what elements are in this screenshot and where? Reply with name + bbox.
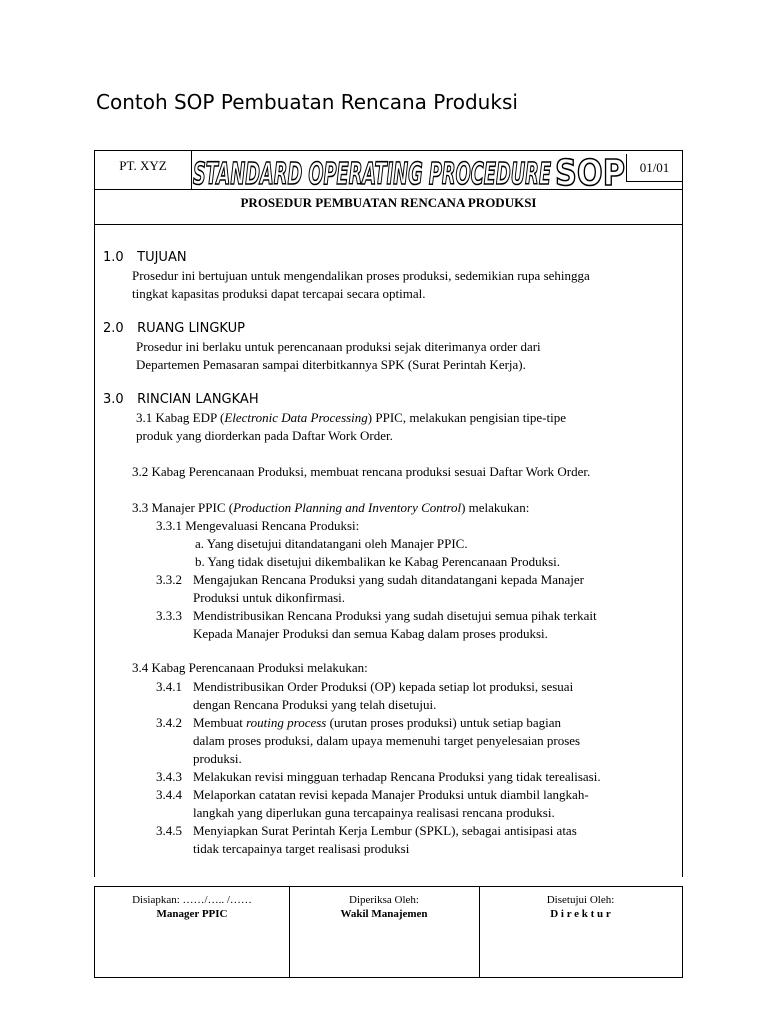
section-3-heading (103, 391, 259, 409)
item-3-4: 3.4 Kabag Perencanaan Produksi melakukan: (132, 660, 368, 675)
item-3-3-2-line-1: Mengajukan Rencana Produksi yang sudah ditandatangani kepada Manajer (193, 572, 584, 587)
item-3-3-3-line-2: Kepada Manajer Produksi dan semua Kabag dalam proses produksi. (193, 626, 548, 641)
prepared-label: Disiapkan: ……/….. /…… (132, 894, 252, 906)
item-3-1-text-a: 3.1 Kabag EDP ( (136, 410, 225, 425)
item-3-4-3-number: 3.4.3 (156, 769, 182, 784)
section-2-line-2: Departemen Pemasaran sampai diterbitkannya SPK (Surat Perintah Kerja). (136, 357, 526, 372)
item-3-4-4-number: 3.4.4 (156, 787, 182, 802)
banner-abbr: SOP (555, 153, 625, 189)
checked-role: Wakil Manajemen (340, 908, 428, 920)
section-3-number: 3.0 (103, 392, 124, 407)
item-3-4-4-line-2: langkah yang diperlukan guna tercapainya realisasi rencana produksi. (193, 805, 555, 820)
item-3-4-2-line-1 (193, 714, 561, 732)
section-2-number: 2.0 (103, 321, 124, 336)
signature-prepared (95, 887, 290, 977)
item-3-3-text-b: ) melakukan: (461, 500, 530, 515)
item-3-4-2-text-a: Membuat (193, 715, 247, 730)
section-2-line-1: Prosedur ini berlaku untuk perencanaan produksi sejak diterimanya order dari (136, 339, 541, 354)
banner-text: STANDARD OPERATING PROCEDURE (193, 157, 552, 189)
item-3-4-2-line-3: produksi. (193, 751, 242, 766)
section-1-number: 1.0 (103, 250, 124, 265)
item-3-4-3-line-1: Melakukan revisi mingguan terhadap Rencana Produksi yang tidak terealisasi. (193, 769, 601, 784)
sop-banner (191, 151, 628, 189)
item-3-3-1: 3.3.1 Mengevaluasi Rencana Produksi: (156, 518, 360, 533)
document-subtitle: PROSEDUR PEMBUATAN RENCANA PRODUKSI (95, 189, 682, 225)
item-3-1-line-2: produk yang diorderkan pada Daftar Work Order. (136, 428, 393, 443)
item-3-1-line-1 (136, 409, 566, 427)
item-3-4-5-number: 3.4.5 (156, 823, 182, 838)
item-3-4-1-line-2: dengan Rencana Produksi yang telah disetujui. (193, 697, 437, 712)
checked-label: Diperiksa Oleh: (349, 894, 419, 906)
approved-label: Disetujui Oleh: (546, 894, 615, 906)
item-3-3-2-number: 3.3.2 (156, 572, 182, 587)
item-3-4-1-line-1: Mendistribusikan Order Produksi (OP) kepada setiap lot produksi, sesuai (193, 679, 574, 694)
item-3-4-2-line-2: dalam proses produksi, dalam upaya memenuhi target penyelesaian proses (193, 733, 581, 748)
sop-header-row (95, 151, 682, 190)
item-3-3 (132, 499, 529, 517)
item-3-3-1-a: a. Yang disetujui ditandatangani oleh Manajer PPIC. (195, 536, 468, 551)
sop-frame (94, 150, 683, 877)
item-3-3-text-a: 3.3 Manajer PPIC ( (132, 500, 234, 515)
sop-banner-art (191, 151, 628, 189)
item-3-4-2-number: 3.4.2 (156, 715, 182, 730)
item-3-4-5-line-2: tidak tercapainya target realisasi produksi (193, 841, 410, 856)
item-3-1-italic: Electronic Data Processing (224, 410, 368, 425)
approved-role: D i r e k t u r (550, 908, 611, 920)
item-3-3-italic: Production Planning and Inventory Control (233, 500, 462, 515)
signature-approved (479, 887, 682, 977)
item-3-4-2-italic: routing process (246, 715, 327, 730)
signature-table (94, 886, 683, 978)
company-name: PT. XYZ (95, 151, 192, 189)
item-3-4-5-line-1: Menyiapkan Surat Perintah Kerja Lembur (SPKL), sebagai antisipasi atas (193, 823, 577, 838)
section-1-line-2: tingkat kapasitas produksi dapat tercapai secara optimal. (132, 286, 426, 301)
section-1-heading (103, 249, 187, 267)
section-3-title: RINCIAN LANGKAH (137, 392, 259, 407)
item-3-3-2-line-2: Produksi untuk dikonfirmasi. (193, 590, 346, 605)
item-3-3-3-number: 3.3.3 (156, 608, 182, 623)
doc-number: 01/01 (626, 154, 682, 182)
page-title: Contoh SOP Pembuatan Rencana Produksi (96, 90, 518, 114)
item-3-4-1-number: 3.4.1 (156, 679, 182, 694)
section-2-title: RUANG LINGKUP (137, 321, 245, 336)
item-3-3-3-line-1: Mendistribusikan Rencana Produksi yang sudah disetujui semua pihak terkait (193, 608, 597, 623)
item-3-2: 3.2 Kabag Perencanaan Produksi, membuat rencana produksi sesuai Daftar Work Order. (132, 464, 591, 479)
section-1-line-1: Prosedur ini bertujuan untuk mengendalikan proses produksi, sedemikian rupa sehingga (132, 268, 590, 283)
item-3-4-2-text-b: (urutan proses produksi) untuk setiap bagian (326, 715, 562, 730)
prepared-role: Manager PPIC (156, 908, 228, 920)
item-3-1-text-b: ) PPIC, melakukan pengisian tipe-tipe (367, 410, 567, 425)
item-3-3-1-b: b. Yang tidak disetujui dikembalikan ke Kabag Perencanaan Produksi. (195, 554, 561, 569)
item-3-4-4-line-1: Melaporkan catatan revisi kepada Manajer Produksi untuk diambil langkah- (193, 787, 589, 802)
signature-checked (289, 887, 480, 977)
section-2-heading (103, 320, 245, 338)
section-1-title: TUJUAN (137, 250, 187, 265)
